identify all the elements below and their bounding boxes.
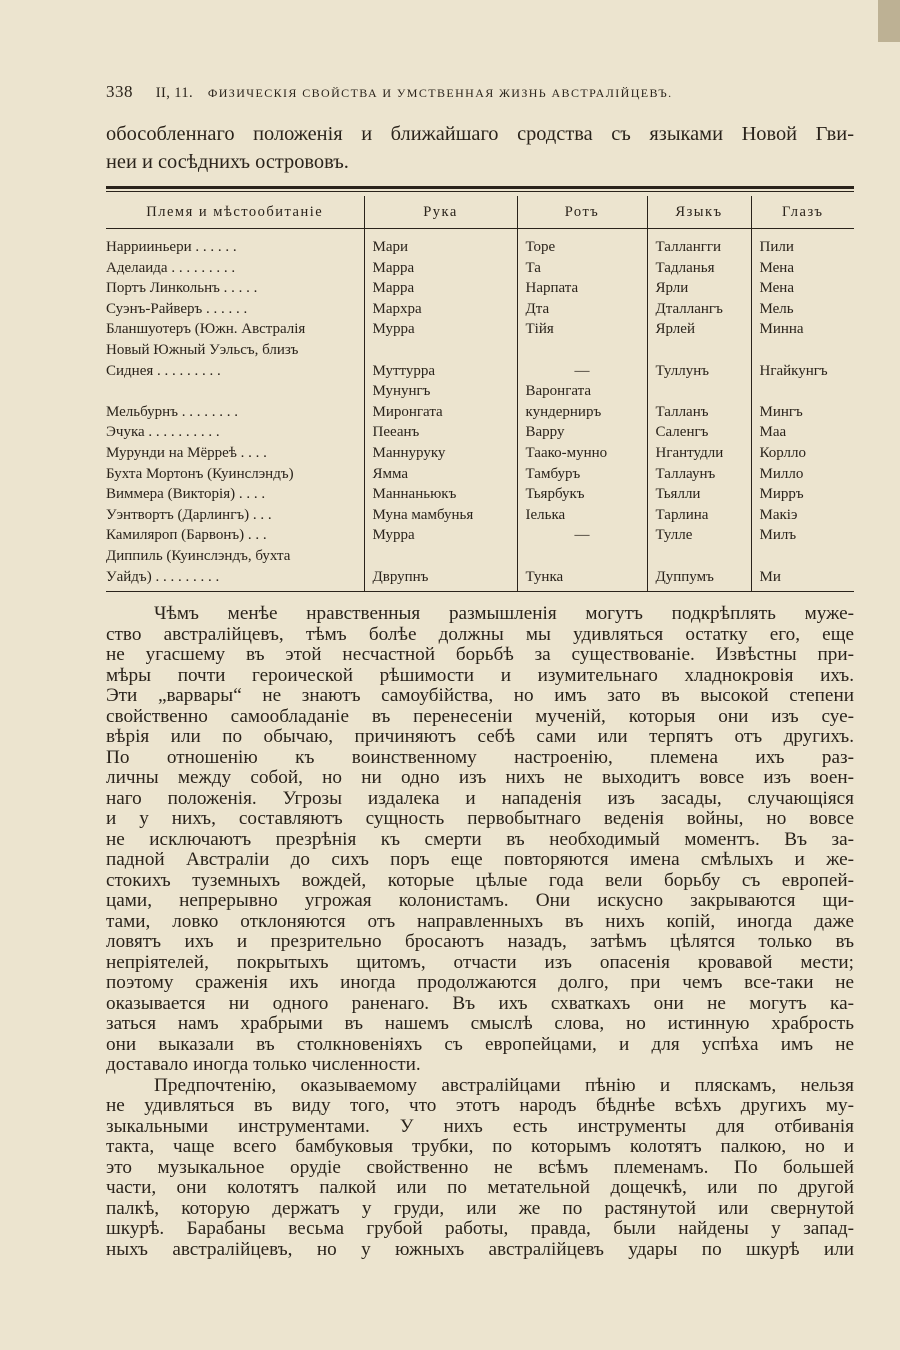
text-line: падной Австраліи до сихъ поръ еще повторяются имена смѣлыхъ и же- (106, 850, 854, 870)
table-row (106, 299, 854, 320)
word-cell: Нарпата (517, 278, 647, 299)
text-line: вѣрія или по обычаю, причиняютъ себѣ сами или терпятъ отъ другихъ. (106, 727, 854, 747)
text-line: оказывается ни одного раненаго. Въ ихъ схваткахъ они не могутъ ка- (106, 993, 854, 1014)
word-cell: Тунка (517, 567, 647, 592)
word-cell: Нгантудли (647, 443, 751, 464)
text-line: поэтому сраженія ихъ иногда продолжаются долго, при чемъ все-таки не (106, 973, 854, 993)
table-row (106, 361, 854, 382)
word-cell: Ярли (647, 278, 751, 299)
text-line: такта, чаще всего бамбуковыя трубки, по которымъ колотятъ палкою, но и (106, 1137, 854, 1157)
word-cell: Талланъ (647, 381, 751, 422)
text-line: мѣры почти героической рѣшимости и изумительнаго хладнокровія ихъ. (106, 665, 854, 686)
tribe-cell: Уэнтвортъ (Дарлингъ) . . . (106, 506, 272, 523)
word-cell (517, 381, 647, 422)
word-cell: Марра (364, 258, 517, 279)
word-cell: Пееанъ (364, 422, 517, 443)
word-cell: Пили (751, 229, 854, 258)
text-line: и у нихъ, составляютъ сущность первобытнаго веденія войны, но вовсе (106, 809, 854, 829)
tribe-cell: Портъ Линкольнъ . . . . . (106, 280, 258, 297)
word-cell: Дталлангъ (647, 299, 751, 320)
column-header: Языкъ (647, 196, 751, 229)
tribe-cell: Мурунди на Мёрреѣ . . . . (106, 444, 267, 461)
table-row (106, 319, 854, 340)
table-row (106, 381, 854, 422)
text-line: не угасшему въ этой несчастной борьбѣ за существованіе. Извѣстны при- (106, 645, 854, 665)
text-line: наго положенія. Угрозы издалека и нападенія изъ засады, случающіяся (106, 788, 854, 809)
word-cell (751, 546, 854, 567)
word-cell: Варру (517, 422, 647, 443)
word-cell: Муна мамбунья (364, 505, 517, 526)
tribe-cell: Бухта Мортонъ (Куинслэндъ) (106, 465, 294, 482)
text-line: Предпочтенію, оказываемому австралійцами пѣнію и пляскамъ, нельзя (154, 1075, 854, 1096)
word-cell: Ми (751, 567, 854, 592)
word-cell (517, 546, 647, 567)
table-row (106, 422, 854, 443)
table-row (106, 505, 854, 526)
word-cell: Мурра (364, 525, 517, 546)
word-cell: Мархра (364, 299, 517, 320)
text-line: ловятъ ихъ и презрительно бросаютъ назадъ, затѣмъ цѣлятся только въ (106, 932, 854, 952)
word-cell: Макіэ (751, 505, 854, 526)
table-top-rule-thin (106, 191, 854, 192)
carryover-paragraph (106, 120, 854, 176)
column-header: Глазъ (751, 196, 854, 229)
tribe-cell: Диппиль (Куинслэндъ, бухта (106, 547, 291, 564)
section-number: II, 11. (155, 85, 194, 101)
word-cell: Минна (751, 319, 854, 340)
word-cell: Тарлина (647, 505, 751, 526)
text-line: свойственно самообладаніе въ перенесеніи мученій, которыя они изъ суе- (106, 706, 854, 727)
text-line: шкурѣ. Барабаны весьма грубой работы, правда, были найдены у запад- (106, 1219, 854, 1239)
word-cell: Мена (751, 258, 854, 279)
word-cell: Марра (364, 278, 517, 299)
word-cell (364, 546, 517, 567)
table-row (106, 546, 854, 567)
tribe-cell: Суэнъ-Райверъ . . . . . . (106, 300, 248, 317)
word-cell: Тійя (517, 319, 647, 340)
text-line: зыкальными инструментами. У нихъ есть инструменты для отбиванія (106, 1116, 854, 1137)
word-cell: — (517, 525, 647, 546)
word-cell: Мирръ (751, 484, 854, 505)
word-cell: Милло (751, 464, 854, 485)
text-line: личны между собой, но ни одно изъ нихъ не выходитъ вовсе изъ воен- (106, 768, 854, 788)
tribe-cell: Наррииньери . . . . . . (106, 239, 237, 255)
table-row (106, 567, 854, 592)
word-cell (364, 340, 517, 361)
text-line: ныхъ австралійцевъ, но у южныхъ австралійцевъ удары по шкурѣ или (106, 1239, 854, 1260)
text-line: не исключаютъ презрѣнія къ смерти въ необходимый моментъ. Въ за- (106, 829, 854, 850)
word-cell: Мель (751, 299, 854, 320)
cell-line: Мунунгъ (372, 383, 431, 400)
word-cell (751, 340, 854, 361)
table-row (106, 278, 854, 299)
word-cell: Нгайкунгъ (751, 361, 854, 382)
cell-line: Варонгата (525, 383, 592, 400)
text-line: ство австралійцевъ, тѣмъ болѣе должны мы удивляться остатку его, еще (106, 624, 854, 645)
word-cell: Муттурра (364, 361, 517, 382)
word-cell: Маннуруку (364, 443, 517, 464)
word-cell: Корлло (751, 443, 854, 464)
text-line: заться намъ храбрыми въ нашемъ смыслѣ слова, но истинную храбрость (106, 1014, 854, 1034)
table-row (106, 229, 854, 258)
word-cell: Саленгъ (647, 422, 751, 443)
table-row (106, 258, 854, 279)
word-cell: Дуппумъ (647, 567, 751, 592)
word-cell: Іелька (517, 505, 647, 526)
word-cell: Дта (517, 299, 647, 320)
tribe-cell: Аделаида . . . . . . . . . (106, 259, 236, 276)
tribe-cell: Камиляроп (Барвонъ) . . . (106, 527, 267, 544)
table-row (106, 340, 854, 361)
column-header: Ротъ (517, 196, 647, 229)
word-cell: Мена (751, 278, 854, 299)
text-line: цами, непрерывно угрожая колонистамъ. Они искусно закрываются щи- (106, 891, 854, 911)
text-line: палкѣ, которую держатъ у груди, или же по растянутой или свернутой (106, 1198, 854, 1219)
running-head (106, 82, 806, 102)
word-cell: — (517, 361, 647, 382)
page-corner-tab (878, 0, 900, 42)
word-cell: Тулле (647, 525, 751, 546)
cell-line: кундерниръ (525, 403, 602, 420)
text-line: не удивляться въ виду того, что этотъ народъ бѣднѣе всѣхъ другихъ му- (106, 1096, 854, 1116)
text-line: доставало иногда только численности. (106, 1055, 421, 1075)
text-line: неи и сосѣднихъ острововъ. (106, 151, 349, 173)
word-cell (517, 340, 647, 361)
word-cell: Тамбуръ (517, 464, 647, 485)
word-cell: Торе (517, 229, 647, 258)
word-cell: Милъ (751, 525, 854, 546)
tribe-cell: Сиднея . . . . . . . . . (106, 362, 221, 379)
column-header: Рука (364, 196, 517, 229)
table-row (106, 484, 854, 505)
table-top-rule (106, 186, 854, 189)
word-cell: Тьялли (647, 484, 751, 505)
tribe-cell: Эчука . . . . . . . . . . (106, 424, 220, 441)
word-cell: Ярлей (647, 319, 751, 340)
word-cell: Тадланья (647, 258, 751, 279)
word-cell (647, 546, 751, 567)
tribe-cell: Новый Южный Уэльсъ, близъ (106, 341, 299, 358)
word-cell (647, 340, 751, 361)
word-cell: Дврупнъ (364, 567, 517, 592)
tribe-cell: Мельбурнъ . . . . . . . . (106, 403, 238, 420)
tribe-cell: Уайдъ) . . . . . . . . . (106, 567, 364, 592)
word-cell: Та (517, 258, 647, 279)
running-title: ФИЗИЧЕСКІЯ СВОЙСТВА И УМСТВЕННАЯ ЖИЗНЬ АВСТРАЛІЙЦЕВЪ. (207, 86, 673, 100)
word-cell: Тьярбукъ (517, 484, 647, 505)
word-cell: Таако-мунно (517, 443, 647, 464)
page-number: 338 (106, 82, 133, 101)
column-header: Племя и мѣстообитаніе (106, 196, 364, 229)
text-line: непріятелей, покрытыхъ щитомъ, отчасти изъ опасенія кровавой мести; (106, 952, 854, 973)
word-cell (364, 381, 517, 422)
text-line: это музыкальное орудіе свойственно не всѣмъ племенамъ. По большей (106, 1157, 854, 1178)
word-cell: Маннаньюкъ (364, 484, 517, 505)
text-line: Эти „варвары“ не знаютъ самоубійства, но имъ зато въ высокой степени (106, 686, 854, 706)
table-row (106, 443, 854, 464)
table-header-row (106, 196, 854, 229)
text-line: обособленнаго положенія и ближайшаго сродства съ языками Новой Гви- (106, 123, 854, 145)
table-row (106, 525, 854, 546)
word-cell: Таллаунъ (647, 464, 751, 485)
text-line: тами, ловко отклоняются отъ направленныхъ въ нихъ копій, иногда даже (106, 911, 854, 932)
body-text (106, 604, 854, 1260)
word-cell: Мари (364, 229, 517, 258)
word-cell: Туллунъ (647, 361, 751, 382)
tribe-cell: Виммера (Викторія) . . . . (106, 486, 266, 503)
text-line: они выказали въ столкновеніяхъ съ европейцами, и для успѣха имъ не (106, 1034, 854, 1055)
cell-line: Миронгата (372, 403, 443, 420)
vocabulary-table (106, 196, 854, 592)
text-line: части, они колотятъ палкой или по метательной дощечкѣ, или по другой (106, 1178, 854, 1198)
word-cell: Маа (751, 422, 854, 443)
table-row (106, 464, 854, 485)
text-line: стокихъ туземныхъ вождей, которые цѣлые года вели борьбу съ европей- (106, 870, 854, 891)
text-line: По отношенію къ воинственному настроенію, племена ихъ раз- (106, 747, 854, 768)
word-cell: Мингъ (751, 381, 854, 422)
word-cell: Мурра (364, 319, 517, 340)
tribe-cell: Бланшуотеръ (Южн. Австралія (106, 321, 306, 338)
word-cell: Таллангги (647, 229, 751, 258)
word-cell: Ямма (364, 464, 517, 485)
text-line: Чѣмъ менѣе нравственныя размышленія могутъ подкрѣплять муже- (154, 604, 854, 624)
